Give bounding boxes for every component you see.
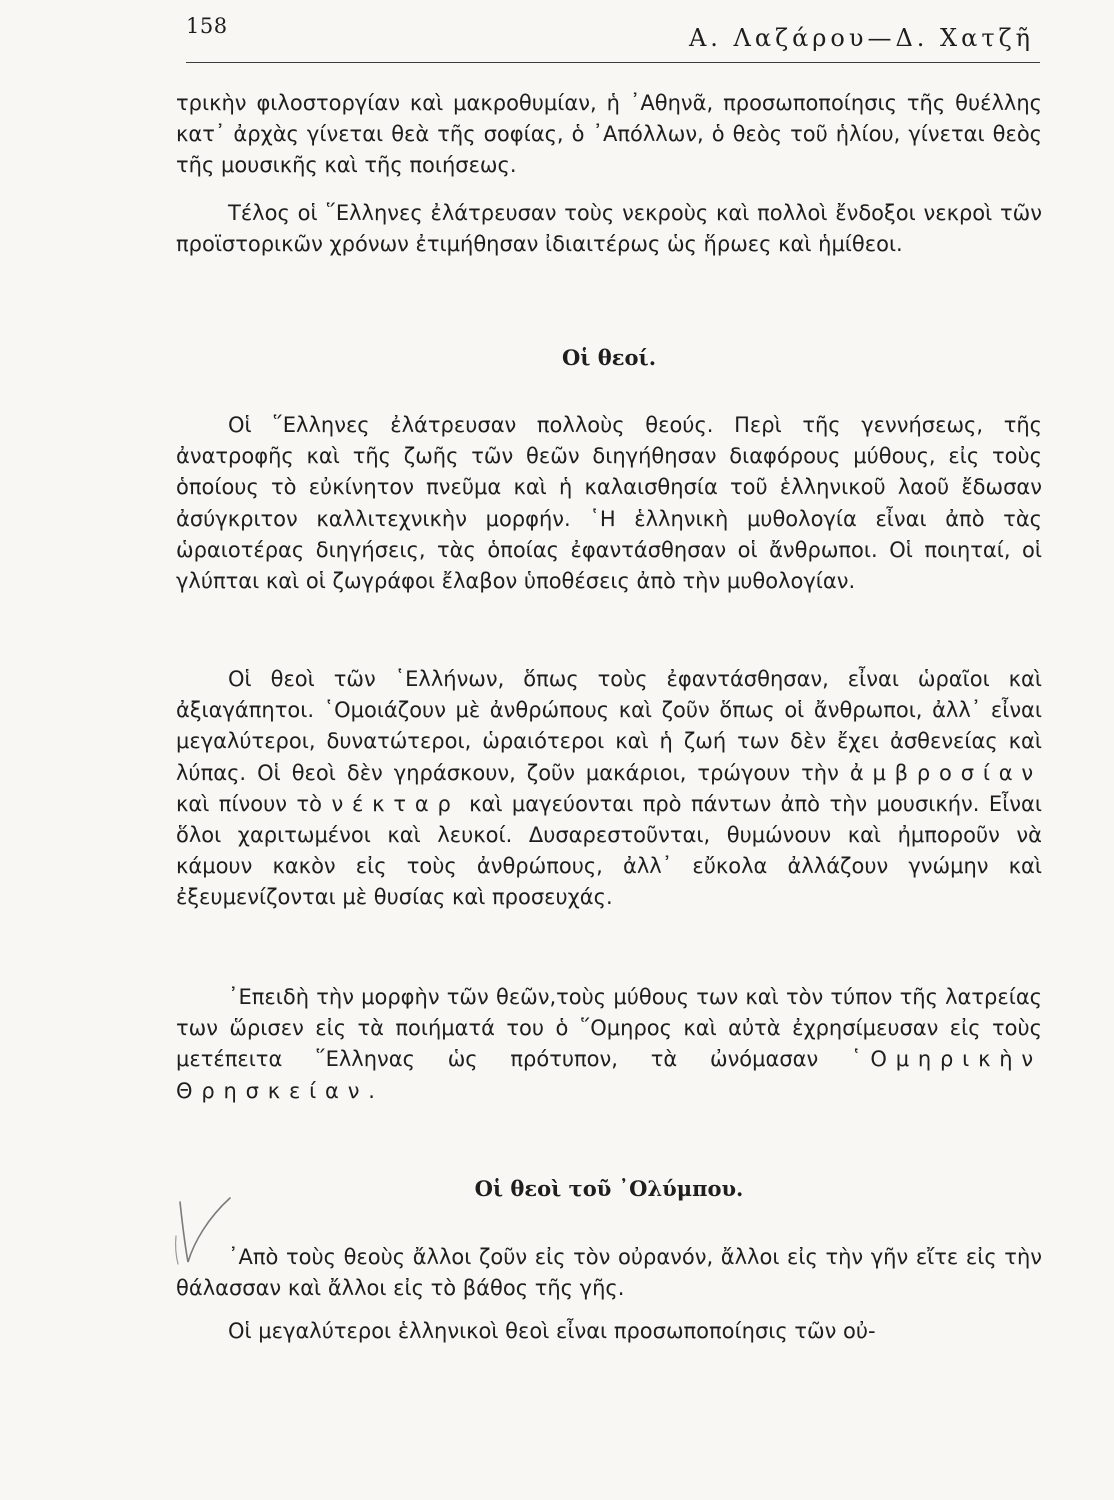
paragraph-continuation: τρικὴν φιλοστοργίαν καὶ μακροθυμίαν, ἡ ᾽Αθηνᾶ, προσωποποίησις τῆς θυέλλης κατ᾽ ἀρχὰς γίνεται θεὰ τῆς σοφίας, ὁ ᾽Απόλλων, ὁ θεὸς τοῦ ἡλίου, γίνεται θεὸς τῆς μουσικῆς καὶ τῆς ποιήσεως. — [176, 91, 1042, 178]
paragraph-text: καὶ μαγεύονται πρὸ πάντων ἀπὸ τὴν μουσικήν. Εἶναι ὅλοι χαριτωμένοι καὶ λευκοί. Δυσαρεστοῦνται, θυμώνουν καὶ ἠμποροῦν νὰ κάμουν κακὸν εἰς τοὺς ἀνθρώπους, ἀλλ᾽ εὔκολα ἀλλάζουν γνώμην καὶ ἐξευμενίζονται μὲ θυσίας καὶ προσευχάς. — [176, 791, 1042, 910]
section-heading-olympian-gods: Οἱ θεοὶ τοῦ ᾽Ολύμπου. — [474, 1176, 744, 1201]
ambrosia-word: ἀμβροσίαν — [849, 760, 1042, 785]
paragraph-heroes: Τέλος οἱ ῞Ελληνες ἐλάτρευσαν τοὺς νεκροὺς καὶ πολλοὶ ἔνδοξοι νεκροὶ τῶν προϊστορικῶν χρόνων ἐτιμήθησαν ἰδιαιτέρως ὡς ἥρωες καὶ ἡμίθεοι. — [176, 201, 1042, 257]
running-head: Α. Λαζάρου—Δ. Χατζῆ — [688, 24, 1034, 52]
paragraph-nature-of-gods — [176, 664, 1042, 914]
homeric-religion-term: ῾Ομηρικὴν Θρησκείαν. — [176, 1047, 1042, 1103]
paragraph-text: Οἱ θεοὶ τῶν ῾Ελλήνων, ὅπως τοὺς ἐφαντάσθησαν, εἶναι ὡραῖοι καὶ ἀξιαγάπητοι. ῾Ομοιάζουν μὲ ἀνθρώπους καὶ ζοῦν ὅπως οἱ ἄνθρωποι, ἀλλ᾽ εἶναι μεγαλύτεροι, δυνατώτεροι, ὡραιότεροι καὶ ἡ ζωή των δὲν ἔχει ἀσθενείας καὶ λύπας. Οἱ θεοὶ δὲν γηράσκουν, ζοῦν μακάριοι, τρώγουν τὴν — [176, 667, 1042, 785]
paragraph-personification: Οἱ μεγαλύτεροι ἑλληνικοὶ θεοὶ εἶναι προσωποποίησις τῶν οὐ- — [228, 1319, 876, 1343]
header-rule — [186, 62, 1040, 63]
paragraph-mythology: Οἱ ῞Ελληνες ἐλάτρευσαν πολλοὺς θεούς. Περὶ τῆς γεννήσεως, τῆς ἀνατροφῆς καὶ τῆς ζωῆς τῶν θεῶν διηγήθησαν διαφόρους μύθους, εἰς τοὺς ὁποίους τὸ εὐκίνητον πνεῦμα καὶ ἡ καλαισθησία τοῦ ἑλληνικοῦ λαοῦ ἔδωσαν ἀσύγκριτον καλλιτεχνικὴν μορφήν. ῾Η ἑλληνικὴ μυθολογία εἶναι ἀπὸ τὰς ὡραιοτέρας διηγήσεις, τὰς ὁποίας ἐφαντάσθησαν οἱ ἄνθρωποι. Οἱ ποιηταί, οἱ γλύπται καὶ οἱ ζωγράφοι ἔλαβον ὑποθέσεις ἀπὸ τὴν μυθολογίαν. — [176, 413, 1042, 594]
section-heading-gods: Οἱ θεοί. — [561, 345, 657, 370]
paragraph-homeric-religion — [176, 982, 1042, 1107]
nectar-word: νέκταρ — [331, 791, 460, 816]
paragraph-domains: ᾽Απὸ τοὺς θεοὺς ἄλλοι ζοῦν εἰς τὸν οὐρανόν, ἄλλοι εἰς τὴν γῆν εἴτε εἰς τὴν θάλασσαν καὶ ἄλλοι εἰς τὸ βάθος τῆς γῆς. — [176, 1245, 1042, 1301]
paragraph-text: καὶ πίνουν τὸ — [176, 791, 322, 816]
paragraph-text: ᾽Επειδὴ τὴν μορφὴν τῶν θεῶν,τοὺς μύθους των καὶ τὸν τύπον τῆς λατρείας των ὥρισεν εἰς τὰ ποιήματά του ὁ ῞Ομηρος καὶ αὐτὰ ἐχρησίμευσαν εἰς τοὺς μετέπειτα ῞Ελληνας ὡς πρότυπον, τὰ ὠνόμασαν — [176, 985, 1042, 1072]
page-number: 158 — [186, 14, 228, 38]
